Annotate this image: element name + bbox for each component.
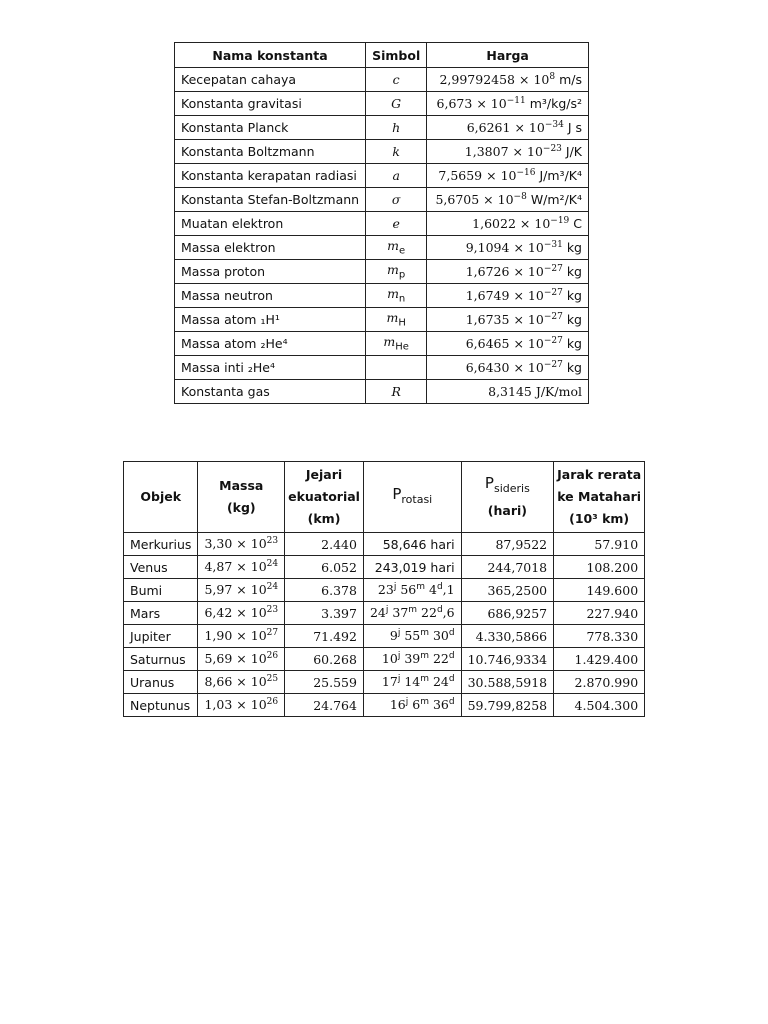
value-mantissa: 6,6430 bbox=[465, 360, 510, 376]
times-sign: × bbox=[519, 216, 531, 232]
constants-header-row bbox=[175, 43, 589, 68]
value-exponent: −11 bbox=[506, 95, 526, 106]
planet-row bbox=[124, 671, 645, 694]
constant-row bbox=[175, 236, 589, 260]
value-exponent: −19 bbox=[550, 215, 570, 226]
rotation-hours: 17 bbox=[381, 674, 398, 690]
mass-base: 10 bbox=[250, 674, 267, 690]
mass-exponent: 24 bbox=[266, 582, 279, 593]
mass-mantissa: 4,87 bbox=[204, 559, 233, 575]
rotation-fraction: ,1 bbox=[442, 582, 455, 598]
constant-value bbox=[427, 308, 589, 332]
times-sign: × bbox=[513, 240, 524, 256]
rotation-hours: 16 bbox=[389, 697, 406, 713]
rotation-minutes: 56 bbox=[400, 582, 417, 598]
planet-rotation bbox=[363, 602, 461, 625]
planet-rotation bbox=[363, 625, 461, 648]
header-mass: Massa (kg) bbox=[198, 462, 285, 533]
times-sign: × bbox=[519, 72, 530, 88]
value-mantissa: 9,1094 bbox=[465, 240, 510, 256]
symbol-letter: R bbox=[391, 384, 401, 399]
planet-name: Saturnus bbox=[124, 648, 198, 671]
times-sign: × bbox=[513, 312, 524, 328]
constant-symbol bbox=[366, 380, 427, 404]
times-sign: × bbox=[513, 336, 524, 352]
planet-row bbox=[124, 556, 645, 579]
value-unit: W/m²/K⁴ bbox=[530, 192, 582, 208]
symbol-letter: e bbox=[392, 216, 400, 231]
symbol-letter: m bbox=[383, 334, 396, 350]
value-base: 10 bbox=[534, 216, 551, 232]
planets-table bbox=[123, 461, 645, 717]
planet-mass bbox=[198, 671, 285, 694]
planet-radius: 71.492 bbox=[285, 625, 364, 648]
constant-row bbox=[175, 164, 589, 188]
symbol-letter: σ bbox=[391, 192, 401, 207]
planet-rotation bbox=[363, 556, 461, 579]
symbol-subscript: H bbox=[398, 317, 406, 329]
rotation-seconds: 24 bbox=[432, 674, 449, 690]
value-unit: J/m³/K⁴ bbox=[539, 168, 582, 184]
constant-value bbox=[427, 380, 589, 404]
value-exponent: −31 bbox=[543, 239, 563, 250]
planet-name: Mars bbox=[124, 602, 198, 625]
mass-exponent: 23 bbox=[266, 605, 279, 616]
planet-row bbox=[124, 579, 645, 602]
mass-exponent: 25 bbox=[266, 674, 279, 685]
hour-unit: j bbox=[405, 697, 409, 708]
mass-base: 10 bbox=[250, 582, 267, 598]
header-value: Harga bbox=[427, 43, 589, 68]
planet-mass bbox=[198, 602, 285, 625]
planets-header-row bbox=[124, 462, 645, 533]
mass-base: 10 bbox=[250, 628, 267, 644]
constant-name: Massa elektron bbox=[175, 236, 366, 260]
value-base: 10 bbox=[527, 336, 544, 352]
value-exponent: −16 bbox=[516, 167, 536, 178]
minute-unit: m bbox=[420, 651, 429, 662]
symbol-letter: G bbox=[391, 96, 402, 111]
mass-mantissa: 1,03 bbox=[204, 697, 233, 713]
minute-unit: m bbox=[416, 582, 426, 593]
constant-row bbox=[175, 92, 589, 116]
planet-name: Merkurius bbox=[124, 533, 198, 556]
rotation-seconds: 22 bbox=[421, 605, 437, 621]
value-unit: kg bbox=[566, 360, 582, 376]
constant-name: Massa neutron bbox=[175, 284, 366, 308]
planet-distance: 1.429.400 bbox=[554, 648, 645, 671]
hour-unit: j bbox=[397, 674, 401, 685]
times-sign: × bbox=[236, 582, 247, 598]
value-base: 10 bbox=[497, 192, 514, 208]
mass-base: 10 bbox=[250, 697, 267, 713]
constant-value bbox=[427, 236, 589, 260]
value-unit: C bbox=[573, 216, 582, 232]
mass-mantissa: 6,42 bbox=[204, 605, 233, 621]
rotation-minutes: 37 bbox=[392, 605, 409, 621]
value-exponent: −34 bbox=[544, 119, 564, 130]
planet-name: Neptunus bbox=[124, 694, 198, 717]
constant-symbol bbox=[366, 284, 427, 308]
planet-mass bbox=[198, 556, 285, 579]
constant-symbol bbox=[366, 332, 427, 356]
value-mantissa: 6,6465 bbox=[465, 336, 510, 352]
symbol-subscript: He bbox=[395, 341, 409, 353]
planet-sidereal: 30.588,5918 bbox=[461, 671, 554, 694]
symbol-letter: m bbox=[386, 310, 399, 326]
second-unit: d bbox=[448, 674, 455, 685]
hour-unit: j bbox=[397, 651, 401, 662]
planet-distance: 57.910 bbox=[554, 533, 645, 556]
constant-symbol bbox=[366, 188, 427, 212]
symbol-letter: m bbox=[387, 238, 400, 254]
value-unit: m/s bbox=[559, 72, 582, 88]
mass-mantissa: 1,90 bbox=[204, 628, 233, 644]
times-sign: × bbox=[513, 288, 524, 304]
header-radius: Jejari ekuatorial (km) bbox=[285, 462, 364, 533]
planet-name: Jupiter bbox=[124, 625, 198, 648]
minute-unit: m bbox=[420, 697, 429, 708]
value-base: 10 bbox=[527, 360, 544, 376]
symbol-letter: c bbox=[392, 72, 400, 87]
value-mantissa: 1,6022 bbox=[472, 216, 516, 232]
rotation-text: 58,646 hari bbox=[382, 536, 455, 552]
rotation-seconds: 4 bbox=[429, 582, 437, 598]
rotation-minutes: 14 bbox=[404, 674, 421, 690]
constant-symbol bbox=[366, 356, 427, 380]
planet-distance: 4.504.300 bbox=[554, 694, 645, 717]
second-unit: d bbox=[448, 628, 455, 639]
value-base: 10 bbox=[527, 264, 544, 280]
constant-value bbox=[427, 140, 589, 164]
planet-row bbox=[124, 602, 645, 625]
value-base: 10 bbox=[533, 72, 550, 88]
symbol-letter: m bbox=[387, 286, 399, 302]
planet-distance: 2.870.990 bbox=[554, 671, 645, 694]
constant-name: Konstanta Boltzmann bbox=[175, 140, 366, 164]
constant-symbol bbox=[366, 308, 427, 332]
constant-name: Konstanta gravitasi bbox=[175, 92, 366, 116]
constant-row bbox=[175, 260, 589, 284]
value-exponent: −27 bbox=[543, 287, 563, 298]
planet-name: Uranus bbox=[124, 671, 198, 694]
value-unit: kg bbox=[566, 240, 582, 256]
value-mantissa: 1,6749 bbox=[465, 288, 510, 304]
times-sign: × bbox=[236, 605, 247, 621]
minute-unit: m bbox=[420, 628, 429, 639]
planet-distance: 778.330 bbox=[554, 625, 645, 648]
times-sign: × bbox=[476, 96, 487, 112]
rotation-hours: 9 bbox=[389, 628, 398, 644]
mass-mantissa: 5,97 bbox=[204, 582, 233, 598]
times-sign: × bbox=[236, 651, 247, 667]
value-base: 10 bbox=[528, 120, 545, 136]
times-sign: × bbox=[236, 628, 247, 644]
rotation-hours: 10 bbox=[381, 651, 398, 667]
planet-distance: 227.940 bbox=[554, 602, 645, 625]
value-base: 10 bbox=[527, 288, 544, 304]
value-base: 10 bbox=[527, 240, 544, 256]
rotation-fraction: ,6 bbox=[442, 605, 455, 621]
second-unit: d bbox=[436, 605, 443, 616]
constant-value bbox=[427, 116, 589, 140]
second-unit: d bbox=[448, 697, 455, 708]
planet-radius: 24.764 bbox=[285, 694, 364, 717]
constant-name: Konstanta gas bbox=[175, 380, 366, 404]
constant-symbol bbox=[366, 140, 427, 164]
constant-row bbox=[175, 308, 589, 332]
value-unit: m³/kg/s² bbox=[529, 96, 582, 112]
constant-value bbox=[427, 284, 589, 308]
constant-symbol bbox=[366, 164, 427, 188]
header-object: Objek bbox=[124, 462, 198, 533]
minute-unit: m bbox=[420, 674, 429, 685]
rotation-hours: 24 bbox=[369, 605, 386, 621]
times-sign: × bbox=[483, 192, 494, 208]
mass-base: 10 bbox=[250, 559, 267, 575]
constant-value bbox=[427, 188, 589, 212]
header-sidereal: $P_{sideris}$ (hari) bbox=[461, 462, 554, 533]
planet-rotation bbox=[363, 671, 461, 694]
planet-name: Venus bbox=[124, 556, 198, 579]
constant-value bbox=[427, 212, 589, 236]
mass-mantissa: 5,69 bbox=[204, 651, 233, 667]
planets-body bbox=[124, 533, 645, 717]
constant-symbol bbox=[366, 260, 427, 284]
constant-row bbox=[175, 356, 589, 380]
constant-symbol bbox=[366, 92, 427, 116]
times-sign: × bbox=[236, 536, 247, 552]
symbol-letter: a bbox=[392, 168, 400, 183]
planet-rotation bbox=[363, 648, 461, 671]
constant-value bbox=[427, 332, 589, 356]
planet-rotation bbox=[363, 694, 461, 717]
constant-row bbox=[175, 68, 589, 92]
rotation-seconds: 30 bbox=[432, 628, 449, 644]
hour-unit: j bbox=[393, 582, 397, 593]
planet-name: Bumi bbox=[124, 579, 198, 602]
value-unit: kg bbox=[566, 336, 582, 352]
constant-value bbox=[427, 356, 589, 380]
value-exponent: −8 bbox=[513, 191, 527, 202]
symbol-subscript: p bbox=[398, 269, 406, 281]
value-mantissa: 2,99792458 bbox=[439, 72, 516, 88]
constant-row bbox=[175, 140, 589, 164]
value-exponent: −27 bbox=[543, 359, 563, 370]
constant-value bbox=[427, 164, 589, 188]
rotation-minutes: 55 bbox=[404, 628, 421, 644]
times-sign: × bbox=[236, 674, 247, 690]
value-mantissa: 6,6261 bbox=[466, 120, 511, 136]
planet-radius: 2.440 bbox=[285, 533, 364, 556]
symbol-letter: m bbox=[387, 262, 399, 278]
symbol-letter: k bbox=[392, 144, 400, 159]
constant-symbol bbox=[366, 68, 427, 92]
planet-distance: 108.200 bbox=[554, 556, 645, 579]
value-unit: J s bbox=[567, 120, 582, 136]
constant-row bbox=[175, 380, 589, 404]
constant-symbol bbox=[366, 212, 427, 236]
planet-sidereal: 87,9522 bbox=[461, 533, 554, 556]
value-exponent: −27 bbox=[543, 311, 563, 322]
value-base: 10 bbox=[527, 312, 544, 328]
planet-sidereal: 10.746,9334 bbox=[461, 648, 554, 671]
planet-mass bbox=[198, 533, 285, 556]
mass-mantissa: 3,30 bbox=[204, 536, 233, 552]
constant-name: Kecepatan cahaya bbox=[175, 68, 366, 92]
times-sign: × bbox=[236, 559, 247, 575]
mass-exponent: 27 bbox=[266, 628, 279, 639]
mass-exponent: 23 bbox=[266, 536, 279, 547]
planet-radius: 25.559 bbox=[285, 671, 364, 694]
value-exponent: 8 bbox=[549, 71, 556, 82]
value-exponent: −23 bbox=[542, 143, 562, 154]
constant-name: Konstanta Stefan-Boltzmann bbox=[175, 188, 366, 212]
mass-exponent: 26 bbox=[266, 651, 279, 662]
planet-radius: 3.397 bbox=[285, 602, 364, 625]
planet-rotation bbox=[363, 533, 461, 556]
constants-body bbox=[175, 68, 589, 404]
value-mantissa: 1,6726 bbox=[465, 264, 510, 280]
value-mantissa: 6,673 bbox=[436, 96, 473, 112]
value-base: 10 bbox=[500, 168, 517, 184]
planet-mass bbox=[198, 579, 285, 602]
value-exponent: −27 bbox=[543, 263, 563, 274]
times-sign: × bbox=[486, 168, 497, 184]
rotation-hours: 23 bbox=[377, 582, 394, 598]
minute-unit: m bbox=[408, 605, 418, 616]
times-sign: × bbox=[512, 144, 524, 160]
times-sign: × bbox=[513, 360, 524, 376]
rotation-seconds: 22 bbox=[432, 651, 449, 667]
hour-unit: j bbox=[397, 628, 401, 639]
planet-mass bbox=[198, 625, 285, 648]
value-text: 8,3145 J/K/mol bbox=[488, 384, 582, 399]
value-mantissa: 1,3807 bbox=[464, 144, 509, 160]
planet-rotation bbox=[363, 579, 461, 602]
constant-value bbox=[427, 92, 589, 116]
times-sign: × bbox=[513, 264, 524, 280]
constant-value bbox=[427, 68, 589, 92]
constant-value bbox=[427, 260, 589, 284]
value-mantissa: 7,5659 bbox=[438, 168, 483, 184]
times-sign: × bbox=[236, 697, 247, 713]
planet-sidereal: 686,9257 bbox=[461, 602, 554, 625]
hour-unit: j bbox=[385, 605, 389, 616]
rotation-seconds: 36 bbox=[432, 697, 449, 713]
planet-mass bbox=[198, 694, 285, 717]
symbol-subscript: n bbox=[398, 293, 406, 305]
constants-table bbox=[174, 42, 589, 404]
constant-row bbox=[175, 284, 589, 308]
constant-name: Muatan elektron bbox=[175, 212, 366, 236]
header-name: Nama konstanta bbox=[175, 43, 366, 68]
constant-row bbox=[175, 212, 589, 236]
value-unit: kg bbox=[566, 312, 582, 328]
value-unit: kg bbox=[566, 288, 582, 304]
mass-exponent: 26 bbox=[266, 697, 279, 708]
second-unit: d bbox=[448, 651, 455, 662]
constant-row bbox=[175, 116, 589, 140]
planet-radius: 6.378 bbox=[285, 579, 364, 602]
planet-radius: 6.052 bbox=[285, 556, 364, 579]
planet-mass bbox=[198, 648, 285, 671]
planet-row bbox=[124, 694, 645, 717]
planet-sidereal: 59.799,8258 bbox=[461, 694, 554, 717]
constant-name: Massa inti ₂He⁴ bbox=[175, 356, 366, 380]
header-symbol: Simbol bbox=[366, 43, 427, 68]
constant-name: Massa atom ₁H¹ bbox=[175, 308, 366, 332]
rotation-minutes: 39 bbox=[404, 651, 421, 667]
planet-row bbox=[124, 533, 645, 556]
value-base: 10 bbox=[490, 96, 507, 112]
value-mantissa: 1,6735 bbox=[465, 312, 510, 328]
rotation-text: 243,019 hari bbox=[374, 559, 455, 575]
value-mantissa: 5,6705 bbox=[435, 192, 480, 208]
mass-base: 10 bbox=[250, 651, 267, 667]
value-base: 10 bbox=[527, 144, 543, 160]
planet-row bbox=[124, 648, 645, 671]
symbol-subscript: e bbox=[399, 245, 406, 257]
mass-base: 10 bbox=[250, 605, 267, 621]
mass-base: 10 bbox=[250, 536, 267, 552]
constant-name: Massa proton bbox=[175, 260, 366, 284]
value-exponent: −27 bbox=[543, 335, 563, 346]
value-unit: kg bbox=[566, 264, 582, 280]
constant-row bbox=[175, 188, 589, 212]
second-unit: d bbox=[436, 582, 443, 593]
planet-sidereal: 244,7018 bbox=[461, 556, 554, 579]
constant-row bbox=[175, 332, 589, 356]
header-rotation: $P_{rotasi}$ bbox=[363, 462, 461, 533]
rotation-minutes: 6 bbox=[412, 697, 421, 713]
planet-radius: 60.268 bbox=[285, 648, 364, 671]
planet-row bbox=[124, 625, 645, 648]
planet-sidereal: 4.330,5866 bbox=[461, 625, 554, 648]
value-unit: J/K bbox=[565, 144, 582, 160]
constant-name: Konstanta Planck bbox=[175, 116, 366, 140]
symbol-letter: h bbox=[392, 120, 401, 135]
constant-symbol bbox=[366, 116, 427, 140]
constant-name: Massa atom ₂He⁴ bbox=[175, 332, 366, 356]
mass-exponent: 24 bbox=[266, 559, 279, 570]
times-sign: × bbox=[514, 120, 525, 136]
mass-mantissa: 8,66 bbox=[204, 674, 233, 690]
planet-distance: 149.600 bbox=[554, 579, 645, 602]
constant-name: Konstanta kerapatan radiasi bbox=[175, 164, 366, 188]
planet-sidereal: 365,2500 bbox=[461, 579, 554, 602]
header-distance: Jarak rerata ke Matahari (10³ km) bbox=[554, 462, 645, 533]
constant-symbol bbox=[366, 236, 427, 260]
